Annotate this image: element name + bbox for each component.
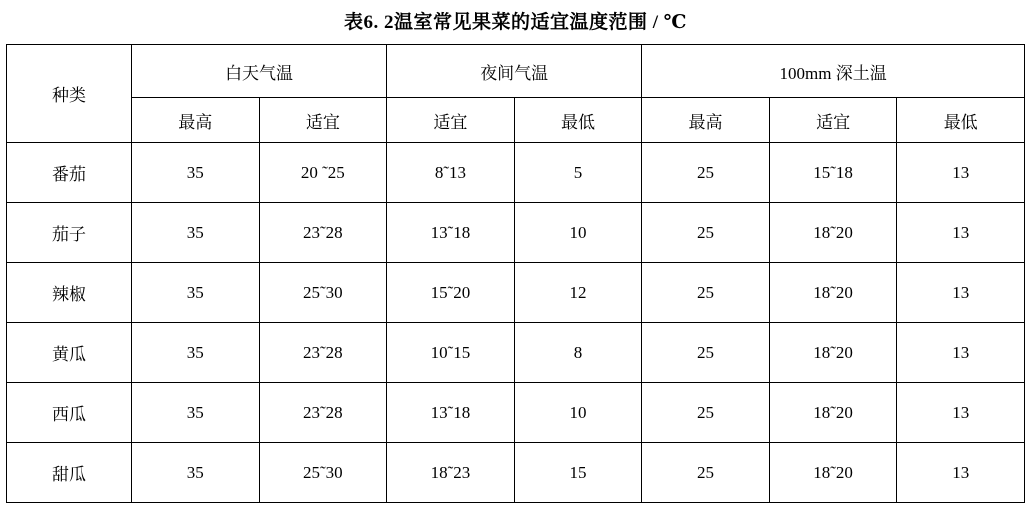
cell-night-opt: 13˜18: [387, 203, 515, 263]
cell-soil-max: 25: [642, 323, 770, 383]
cell-day-max: 35: [132, 383, 260, 443]
cell-kind: 西瓜: [7, 383, 132, 443]
cell-soil-opt: 18˜20: [769, 443, 897, 503]
table-header: [7, 45, 1025, 143]
cell-night-opt: 15˜20: [387, 263, 515, 323]
cell-day-opt: 23˜28: [259, 203, 387, 263]
cell-soil-min: 13: [897, 443, 1025, 503]
cell-soil-min: 13: [897, 263, 1025, 323]
cell-soil-min: 13: [897, 143, 1025, 203]
table-sub-header-row: [7, 98, 1025, 143]
cell-kind: 甜瓜: [7, 443, 132, 503]
table-body: [7, 143, 1025, 503]
cell-soil-min: 13: [897, 383, 1025, 443]
table-group-header-row: [7, 45, 1025, 98]
column-header-kind: 种类: [7, 45, 132, 143]
cell-night-opt: 13˜18: [387, 383, 515, 443]
cell-day-opt: 20 ˜25: [259, 143, 387, 203]
cell-night-min: 10: [514, 383, 642, 443]
cell-night-min: 12: [514, 263, 642, 323]
cell-soil-opt: 18˜20: [769, 263, 897, 323]
table-row: [7, 143, 1025, 203]
cell-kind: 黄瓜: [7, 323, 132, 383]
cell-night-min: 15: [514, 443, 642, 503]
table-row: [7, 263, 1025, 323]
cell-day-max: 35: [132, 143, 260, 203]
cell-day-max: 35: [132, 443, 260, 503]
temperature-range-table: [6, 44, 1025, 503]
cell-kind: 茄子: [7, 203, 132, 263]
cell-night-opt: 8˜13: [387, 143, 515, 203]
column-header-night-min: 最低: [514, 98, 642, 143]
cell-day-opt: 25˜30: [259, 443, 387, 503]
cell-soil-max: 25: [642, 443, 770, 503]
cell-night-opt: 18˜23: [387, 443, 515, 503]
column-group-header-nighttime: 夜间气温: [387, 45, 642, 98]
cell-soil-opt: 18˜20: [769, 203, 897, 263]
column-header-soil-min: 最低: [897, 98, 1025, 143]
cell-day-max: 35: [132, 203, 260, 263]
column-header-day-max: 最高: [132, 98, 260, 143]
table-row: [7, 383, 1025, 443]
cell-soil-min: 13: [897, 323, 1025, 383]
cell-soil-opt: 15˜18: [769, 143, 897, 203]
cell-soil-max: 25: [642, 143, 770, 203]
cell-soil-max: 25: [642, 203, 770, 263]
column-header-night-opt: 适宜: [387, 98, 515, 143]
cell-soil-max: 25: [642, 263, 770, 323]
cell-night-min: 5: [514, 143, 642, 203]
column-header-soil-opt: 适宜: [769, 98, 897, 143]
cell-night-min: 8: [514, 323, 642, 383]
cell-kind: 辣椒: [7, 263, 132, 323]
column-header-soil-max: 最高: [642, 98, 770, 143]
cell-night-opt: 10˜15: [387, 323, 515, 383]
table-row: [7, 203, 1025, 263]
cell-soil-opt: 18˜20: [769, 383, 897, 443]
table-caption: 表6. 2温室常见果菜的适宜温度范围 / ℃: [343, 12, 688, 33]
cell-night-min: 10: [514, 203, 642, 263]
column-header-day-opt: 适宜: [259, 98, 387, 143]
cell-day-max: 35: [132, 323, 260, 383]
cell-day-opt: 23˜28: [259, 323, 387, 383]
table-row: [7, 443, 1025, 503]
cell-day-opt: 25˜30: [259, 263, 387, 323]
table-row: [7, 323, 1025, 383]
cell-kind: 番茄: [7, 143, 132, 203]
column-group-header-soil: 100mm 深土温: [642, 45, 1025, 98]
cell-day-opt: 23˜28: [259, 383, 387, 443]
cell-soil-max: 25: [642, 383, 770, 443]
cell-soil-min: 13: [897, 203, 1025, 263]
cell-day-max: 35: [132, 263, 260, 323]
cell-soil-opt: 18˜20: [769, 323, 897, 383]
column-group-header-daytime: 白天气温: [132, 45, 387, 98]
